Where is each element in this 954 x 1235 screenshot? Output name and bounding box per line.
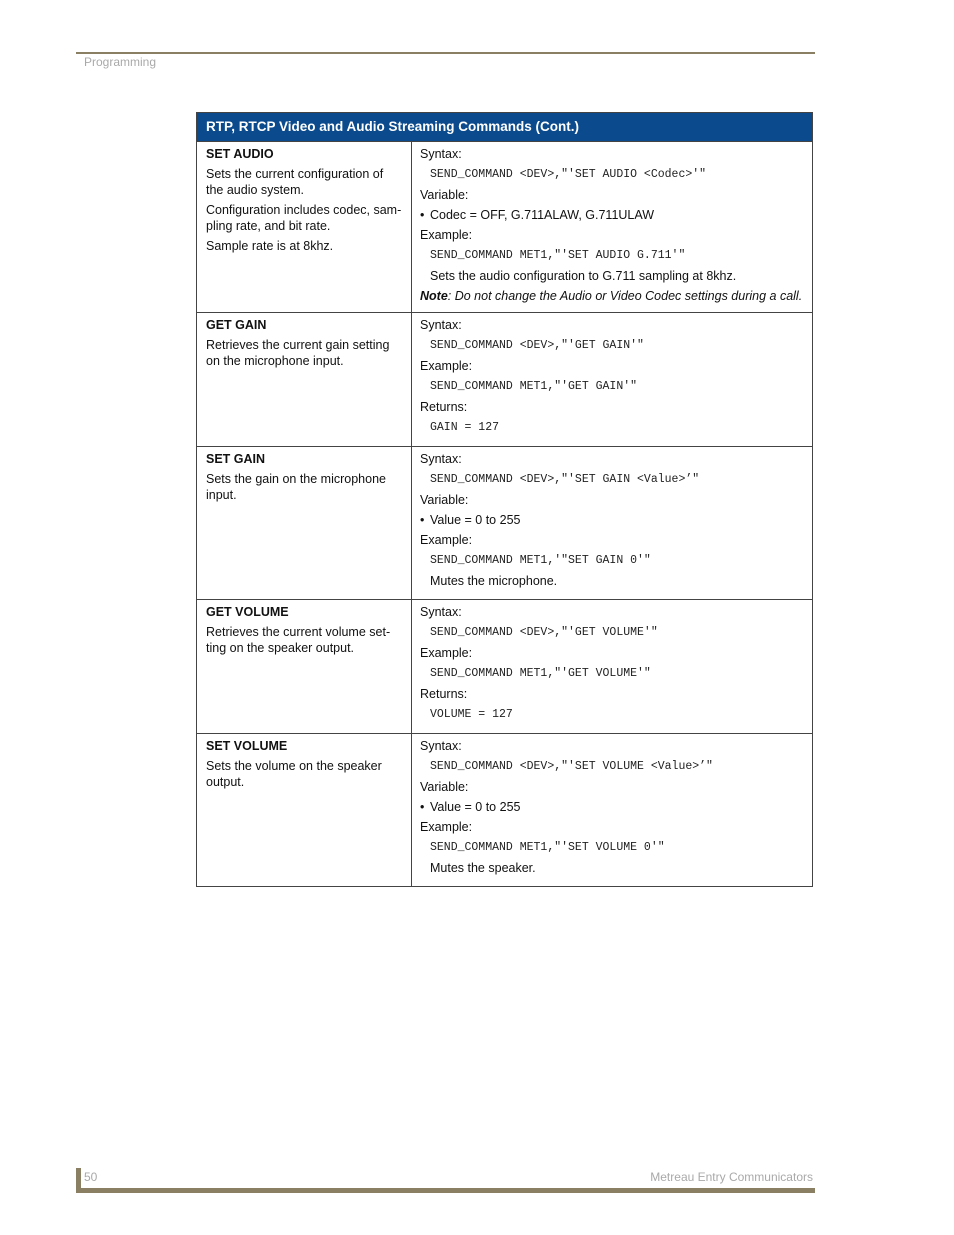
note-text: : Do not change the Audio or Video Codec settings during a call.: [447, 289, 803, 303]
example-code: SEND_COMMAND MET1,"'GET GAIN'": [430, 380, 638, 393]
syntax-label: Syntax:: [420, 605, 462, 619]
returns-label: Returns:: [420, 400, 468, 414]
command-cell: [197, 734, 412, 887]
details-cell: [412, 142, 813, 313]
details-cell: [412, 600, 813, 734]
table-row: [197, 142, 813, 313]
page-number: 50: [84, 1170, 98, 1184]
command-description: Sets the current configuration of the audio system.: [206, 167, 384, 197]
example-note: Mutes the speaker.: [430, 861, 536, 875]
example-label: Example:: [420, 820, 473, 834]
table-row: [197, 447, 813, 600]
syntax-code: SEND_COMMAND <DEV>,"'SET AUDIO <Codec>'": [430, 168, 707, 181]
table-row: [197, 734, 813, 887]
returns-code: GAIN = 127: [430, 421, 500, 434]
example-note: Mutes the microphone.: [430, 574, 558, 588]
variable-item: [420, 799, 804, 815]
command-description: Configuration includes codec, sam-pling rate, and bit rate.: [206, 203, 402, 233]
example-label: Example:: [420, 533, 473, 547]
command-name: GET GAIN: [206, 318, 267, 332]
example-code: SEND_COMMAND MET1,"'SET AUDIO G.711'": [430, 249, 686, 262]
syntax-label: Syntax:: [420, 318, 462, 332]
caution-note: [420, 288, 804, 304]
header-rule: [76, 52, 815, 54]
command-description: Sets the gain on the microphone input.: [206, 472, 386, 502]
document-title: Metreau Entry Communicators: [650, 1170, 813, 1184]
returns-code: VOLUME = 127: [430, 708, 513, 721]
syntax-label: Syntax:: [420, 739, 462, 753]
command-name: SET VOLUME: [206, 739, 288, 753]
example-code: SEND_COMMAND MET1,"'SET VOLUME 0'": [430, 841, 665, 854]
example-label: Example:: [420, 228, 473, 242]
details-cell: [412, 313, 813, 447]
details-cell: [412, 447, 813, 600]
section-label: Programming: [84, 55, 157, 69]
command-cell: [197, 447, 412, 600]
table-row: [197, 600, 813, 734]
command-name: SET GAIN: [206, 452, 266, 466]
command-description: Retrieves the current gain setting on the microphone input.: [206, 338, 390, 368]
variable-text: Value = 0 to 255: [430, 513, 521, 527]
command-cell: [197, 600, 412, 734]
syntax-label: Syntax:: [420, 452, 462, 466]
syntax-label: Syntax:: [420, 147, 462, 161]
example-code: SEND_COMMAND MET1,"'GET VOLUME'": [430, 667, 651, 680]
command-cell: [197, 313, 412, 447]
variable-label: Variable:: [420, 188, 469, 202]
variable-text: Value = 0 to 255: [430, 800, 521, 814]
variable-text: Codec = OFF, G.711ALAW, G.711ULAW: [430, 208, 655, 222]
syntax-code: SEND_COMMAND <DEV>,"'SET VOLUME <Value>’": [430, 760, 713, 773]
command-cell: [197, 142, 412, 313]
example-label: Example:: [420, 646, 473, 660]
variable-label: Variable:: [420, 780, 469, 794]
variable-item: [420, 512, 804, 528]
command-description: Sets the volume on the speaker output.: [206, 759, 382, 789]
syntax-code: SEND_COMMAND <DEV>,"'GET GAIN'": [430, 339, 644, 352]
example-label: Example:: [420, 359, 473, 373]
bullet-icon: •: [420, 208, 425, 222]
bullet-icon: •: [420, 800, 425, 814]
returns-label: Returns:: [420, 687, 468, 701]
bullet-icon: •: [420, 513, 425, 527]
commands-table: [196, 112, 813, 887]
note-label: Note: [420, 289, 448, 303]
table-row: [197, 313, 813, 447]
variable-label: Variable:: [420, 493, 469, 507]
footer-rule: [76, 1188, 815, 1193]
command-name: GET VOLUME: [206, 605, 289, 619]
table-title: RTP, RTCP Video and Audio Streaming Commands (Cont.): [197, 113, 813, 142]
syntax-code: SEND_COMMAND <DEV>,"'SET GAIN <Value>’": [430, 473, 700, 486]
details-cell: [412, 734, 813, 887]
variable-item: [420, 207, 804, 223]
command-name: SET AUDIO: [206, 147, 274, 161]
syntax-code: SEND_COMMAND <DEV>,"'GET VOLUME'": [430, 626, 658, 639]
command-description: Retrieves the current volume set-ting on the speaker output.: [206, 625, 391, 655]
example-note: Sets the audio configuration to G.711 sampling at 8khz.: [430, 269, 737, 283]
example-code: SEND_COMMAND MET1,'"SET GAIN 0'": [430, 554, 651, 567]
command-description: Sample rate is at 8khz.: [206, 239, 334, 253]
